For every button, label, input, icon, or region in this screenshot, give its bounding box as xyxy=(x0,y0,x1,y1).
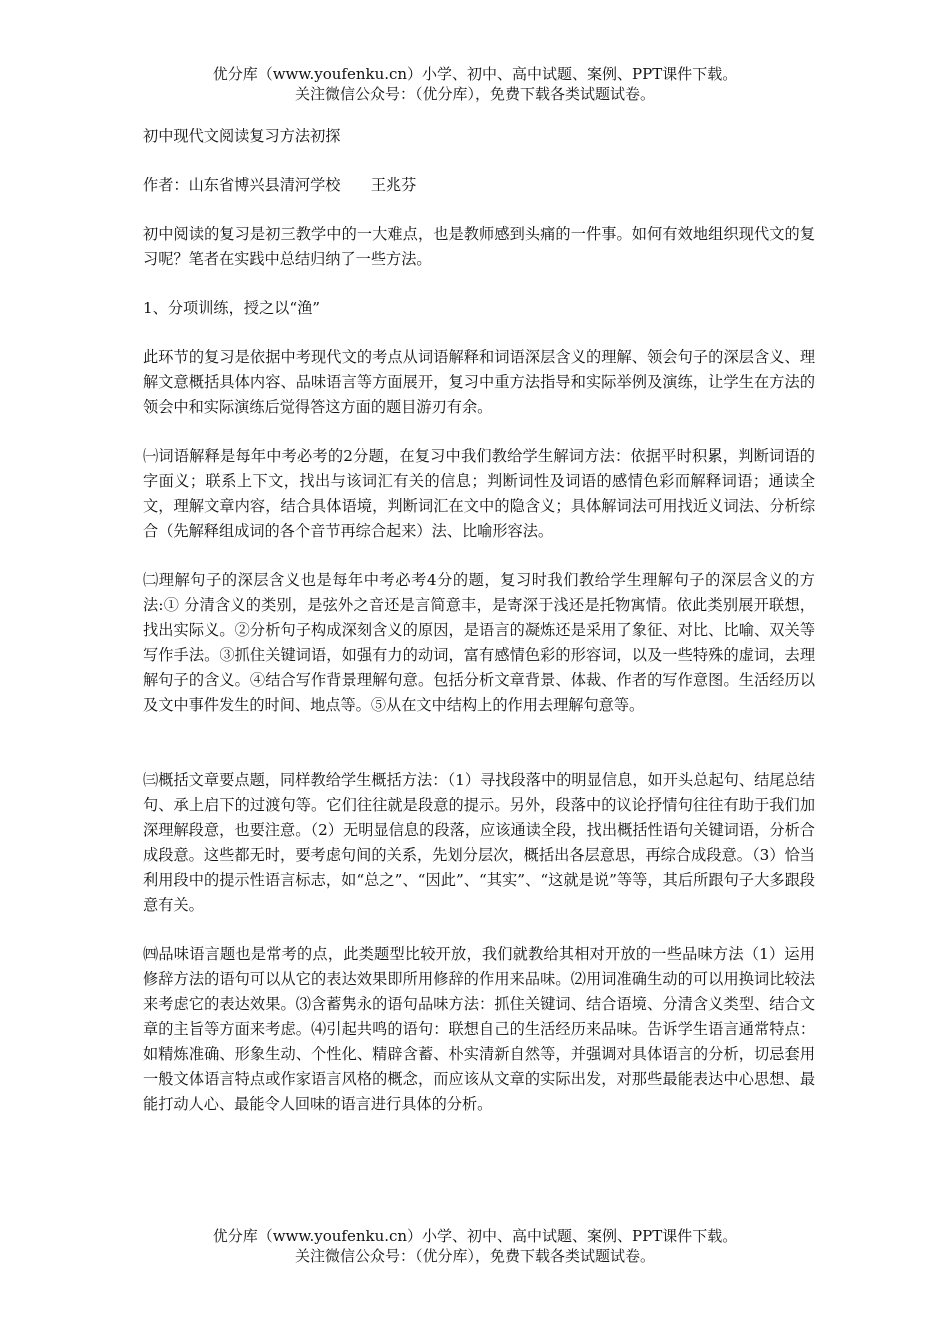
footer-line-1: 优分库（www.youfenku.cn）小学、初中、高中试题、案例、PPT课件下载。 xyxy=(212,1227,738,1245)
page-header xyxy=(0,64,950,104)
section-1-heading: 1、分项训练，授之以“渔” xyxy=(143,299,321,317)
header-line-2: 关注微信公众号：（优分库），免费下载各类试题试卷。 xyxy=(294,85,655,103)
section-1-body: 此环节的复习是依据中考现代文的考点从词语解释和词语深层含义的理解、领会句子的深层含义、理解文意概括具体内容、品味语言等方面展开，复习中重方法指导和实际举例及演练，让学生在方法的领会中和实际演练后觉得答这方面的题目游刃有余。 xyxy=(143,348,815,416)
header-line-1: 优分库（www.youfenku.cn）小学、初中、高中试题、案例、PPT课件下载。 xyxy=(212,65,738,83)
article-author: 作者：山东省博兴县清河学校 王兆芬 xyxy=(143,176,417,194)
article-title: 初中现代文阅读复习方法初探 xyxy=(143,127,341,145)
item-1-paragraph: ㈠词语解释是每年中考必考的2分题，在复习中我们教给学生解词方法：依据平时积累，判断词语的字面义；联系上下文，找出与该词汇有关的信息；判断词性及词语的感情色彩而解释词语；通读全文，理解文章内容，结合具体语境，判断词汇在文中的隐含义；具体解词法可用找近义词法、分析综合（先解释组成词的各个音节再综合起来）法、比喻形容法。 xyxy=(143,447,815,540)
item-4-paragraph: ㈣品味语言题也是常考的点，此类题型比较开放，我们就教给其相对开放的一些品味方法（1）运用修辞方法的语句可以从它的表达效果即所用修辞的作用来品味。⑵用词准确生动的可以用换词比较法来考虑它的表达效果。⑶含蓄隽永的语句品味方法：抓住关键词、结合语境、分清含义类型、结合文章的主旨等方面来考虑。⑷引起共鸣的语句：联想自己的生活经历来品味。告诉学生语言通常特点：如精炼准确、形象生动、个性化、精辟含蓄、朴实清新自然等，并强调对具体语言的分析，切忌套用一般文体语言特点或作家语言风格的概念，而应该从文章的实际出发，对那些最能表达中心思想、最能打动人心、最能令人回味的语言进行具体的分析。 xyxy=(143,945,815,1113)
footer-line-2: 关注微信公众号：（优分库），免费下载各类试题试卷。 xyxy=(294,1247,655,1265)
document-body xyxy=(143,124,815,1141)
item-2-paragraph: ㈡理解句子的深层含义也是每年中考必考4分的题，复习时我们教给学生理解句子的深层含义的方法:① 分清含义的类别，是弦外之音还是言简意丰，是寄深于浅还是托物寓情。依此类别展开联想，找出实际义。②分析句子构成深刻含义的原因，是语言的凝炼还是采用了象征、对比、比喻、双关等写作手法。③抓住关键词语，如强有力的动词，富有感情色彩的形容词，以及一些特殊的虚词，去理解句子的含义。④结合写作背景理解句意。包括分析文章背景、体裁、作者的写作意图。生活经历以及文中事件发生的时间、地点等。⑤从在文中结构上的作用去理解句意等。 xyxy=(143,571,815,714)
page-footer xyxy=(0,1226,950,1266)
item-3-paragraph: ㈢概括文章要点题，同样教给学生概括方法：（1）寻找段落中的明显信息，如开头总起句、结尾总结句、承上启下的过渡句等。它们往往就是段意的提示。另外，段落中的议论抒情句往往有助于我们加深理解段意，也要注意。（2）无明显信息的段落，应该通读全段，找出概括性语句关键词语，分析合成段意。这些都无时，要考虑句间的关系，先划分层次，概括出各层意思，再综合成段意。（3）恰当利用段中的提示性语言标志，如“总之”、“因此”、“其实”、“这就是说”等等，其后所跟句子大多跟段意有关。 xyxy=(143,771,815,914)
intro-paragraph: 初中阅读的复习是初三教学中的一大难点，也是教师感到头痛的一件事。如何有效地组织现代文的复习呢？笔者在实践中总结归纳了一些方法。 xyxy=(143,225,815,268)
